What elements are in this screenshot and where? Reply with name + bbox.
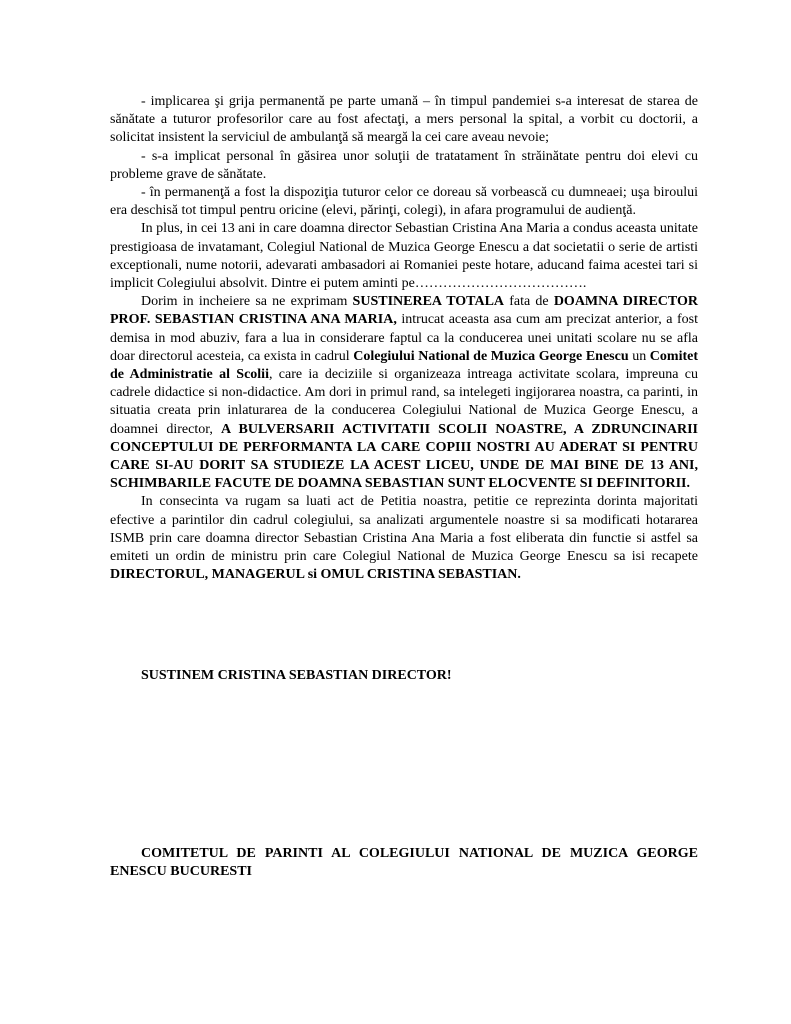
- paragraph-support: Dorim in incheiere sa ne exprimam SUSTINEREA TOTALA fata de DOAMNA DIRECTOR PROF. SEBASTIAN CRISTINA ANA MARIA, intrucat aceasta asa cum am precizat anterior, a fost demisa in mod abuziv, fara a lua in considerare faptul ca la conducerea unei unitati scolare nu se afla doar directorul acesteia, ca exista in cadrul Colegiului National de Muzica George Enescu un Comitet de Administratie al Scolii, care ia deciziile si organizeaza intreaga activitate scolara, impreuna cu cadrele didactice si non-didactice. Am dori in primul rand, sa intelegeti ingijorarea noastra, ca parinti, in situatia creata prin inlaturarea de la conducerea Colegiului National de Muzica George Enescu, a doamnei director, A BULVERSARII ACTIVITATII SCOLII NOASTRE, A ZDRUNCINARII CONCEPTULUI DE PERFORMANTA LA CARE COPIII NOSTRI AU ADERAT SI PENTRU CARE SI-AU DORIT SA STUDIEZE LA ACEST LICEU, UNDE DE MAI BINE DE 13 ANI, SCHIMBARILE FACUTE DE DOAMNA SEBASTIAN SUNT ELOCVENTE SI DEFINITORII.: [110, 294, 699, 492]
- support-slogan: SUSTINEM CRISTINA SEBASTIAN DIRECTOR!: [141, 668, 452, 683]
- paragraph-request: In consecinta va rugam sa luati act de Petitia noastra, petitie ce reprezinta dorinta majoritati efective a parintilor din cadrul colegiului, sa analizati argumentele noastre si sa modificati hotararea ISMB prin care doamna director Sebastian Cristina Ana Maria a fost eliberata din functie si astfel sa emiteti un ordin de ministru prin care Colegiul National de Muzica George Enescu sa isi recapete DIRECTORUL, MANAGERUL si OMUL CRISTINA SEBASTIAN.: [110, 494, 698, 583]
- bullet-pandemic-care: - implicarea şi grija permanentă pe parte umană – în timpul pandemiei s-a interesat de starea de sănătate a tuturor profesorilor care au fost afectaţi, a mers personal la spital, a vorbit cu doctorii, a solicitat insistent la serviciul de ambulanţă să meargă la cei care aveau nevoie;: [110, 94, 698, 146]
- bullet-treatment-abroad: - s-a implicat personal în găsirea unor soluţii de tratatament în străinătate pentru doi elevi cu probleme grave de sănătate.: [110, 148, 698, 182]
- signature-committee: COMITETUL DE PARINTI AL COLEGIULUI NATIONAL DE MUZICA GEORGE ENESCU BUCURESTI: [110, 846, 698, 880]
- letter-body: [110, 93, 698, 584]
- bullet-availability: - în permanenţă a fost la dispoziţia tuturor celor ce doreau să vorbească cu dumneaei; uşa biroului era deschisă tot timpul pentru oricine (elevi, părinţi, colegi), in afara programului de audienţă.: [110, 185, 698, 219]
- paragraph-achievements: In plus, in cei 13 ani in care doamna director Sebastian Cristina Ana Maria a condus aceasta unitate prestigioasa de invatamant, Colegiul National de Muzica George Enescu a dat societatii o serie de artisti exceptionali, nume notorii, adevarati ambasadori ai Romaniei peste hotare, aducand faima acestei tari si implicit Colegiului absolvit. Dintre ei putem aminti pe……………………………….: [110, 221, 698, 292]
